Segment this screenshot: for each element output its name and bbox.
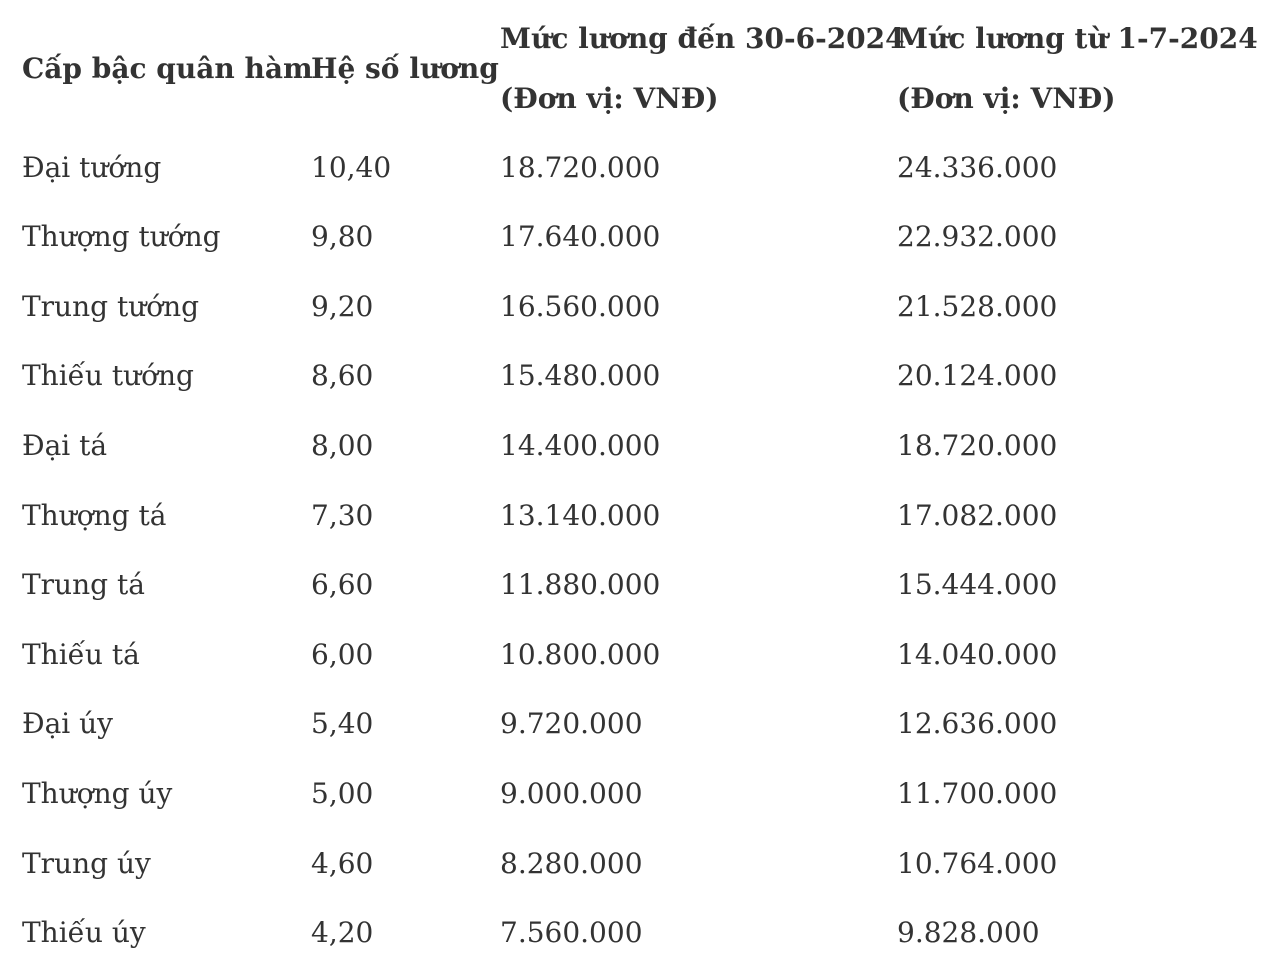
cell-coefficient: 4,20 (311, 916, 374, 950)
cell-salary-after: 10.764.000 (897, 846, 1058, 880)
header-salary-before-title: Mức lương đến 30-6-2024 (500, 22, 905, 55)
cell-salary-before: 14.400.000 (500, 429, 661, 463)
table-row (22, 411, 1280, 481)
cell-salary-before: 13.140.000 (500, 498, 661, 532)
cell-rank: Thượng tá (22, 498, 167, 532)
cell-salary-before: 11.880.000 (500, 568, 661, 602)
cell-rank: Đại tá (22, 429, 108, 463)
table-row (22, 898, 1280, 968)
cell-rank: Đại úy (22, 707, 113, 741)
cell-coefficient: 8,00 (311, 429, 374, 463)
cell-salary-before: 8.280.000 (500, 846, 643, 880)
table-row (22, 759, 1280, 829)
cell-coefficient: 5,40 (311, 707, 374, 741)
table-row (22, 132, 1280, 202)
cell-coefficient: 7,30 (311, 498, 374, 532)
header-salary-before-unit: (Đơn vị: VNĐ) (500, 82, 719, 115)
cell-rank: Trung tá (22, 568, 145, 602)
cell-rank: Thiếu úy (22, 916, 146, 950)
cell-salary-after: 17.082.000 (897, 498, 1058, 532)
cell-rank: Đại tướng (22, 150, 162, 184)
cell-rank: Thượng úy (22, 777, 173, 811)
cell-salary-after: 14.040.000 (897, 637, 1058, 671)
table-row (22, 828, 1280, 898)
header-salary-after-title: Mức lương từ 1-7-2024 (897, 22, 1258, 55)
cell-salary-after: 9.828.000 (897, 916, 1040, 950)
header-salary-after (897, 0, 1280, 132)
table-row (22, 272, 1280, 342)
table-row (22, 620, 1280, 690)
cell-coefficient: 8,60 (311, 359, 374, 393)
cell-coefficient: 9,20 (311, 289, 374, 323)
cell-salary-after: 12.636.000 (897, 707, 1058, 741)
cell-salary-before: 9.000.000 (500, 777, 643, 811)
cell-coefficient: 6,00 (311, 637, 374, 671)
cell-salary-before: 7.560.000 (500, 916, 643, 950)
cell-coefficient: 9,80 (311, 220, 374, 254)
cell-salary-after: 21.528.000 (897, 289, 1058, 323)
table-row (22, 689, 1280, 759)
cell-rank: Thiếu tá (22, 637, 140, 671)
cell-salary-before: 9.720.000 (500, 707, 643, 741)
cell-salary-before: 16.560.000 (500, 289, 661, 323)
cell-salary-after: 11.700.000 (897, 777, 1058, 811)
cell-salary-after: 20.124.000 (897, 359, 1058, 393)
header-salary-before (500, 0, 905, 132)
cell-rank: Thiếu tướng (22, 359, 194, 393)
cell-salary-after: 24.336.000 (897, 150, 1058, 184)
cell-coefficient: 5,00 (311, 777, 374, 811)
header-coefficient: Hệ số lương (311, 52, 499, 85)
cell-rank: Trung tướng (22, 289, 200, 323)
table-row (22, 202, 1280, 272)
cell-coefficient: 10,40 (311, 150, 392, 184)
cell-salary-after: 18.720.000 (897, 429, 1058, 463)
cell-coefficient: 4,60 (311, 846, 374, 880)
cell-salary-after: 22.932.000 (897, 220, 1058, 254)
header-rank: Cấp bậc quân hàm (22, 52, 313, 85)
header-salary-after-unit: (Đơn vị: VNĐ) (897, 82, 1116, 115)
cell-coefficient: 6,60 (311, 568, 374, 602)
cell-rank: Trung úy (22, 846, 151, 880)
cell-rank: Thượng tướng (22, 220, 221, 254)
table-header-row (22, 0, 1280, 132)
table-row (22, 550, 1280, 620)
cell-salary-before: 18.720.000 (500, 150, 661, 184)
table-body (22, 132, 1280, 968)
table-row (22, 480, 1280, 550)
cell-salary-before: 10.800.000 (500, 637, 661, 671)
cell-salary-after: 15.444.000 (897, 568, 1058, 602)
salary-table (22, 0, 1280, 968)
cell-salary-before: 15.480.000 (500, 359, 661, 393)
cell-salary-before: 17.640.000 (500, 220, 661, 254)
table-row (22, 341, 1280, 411)
